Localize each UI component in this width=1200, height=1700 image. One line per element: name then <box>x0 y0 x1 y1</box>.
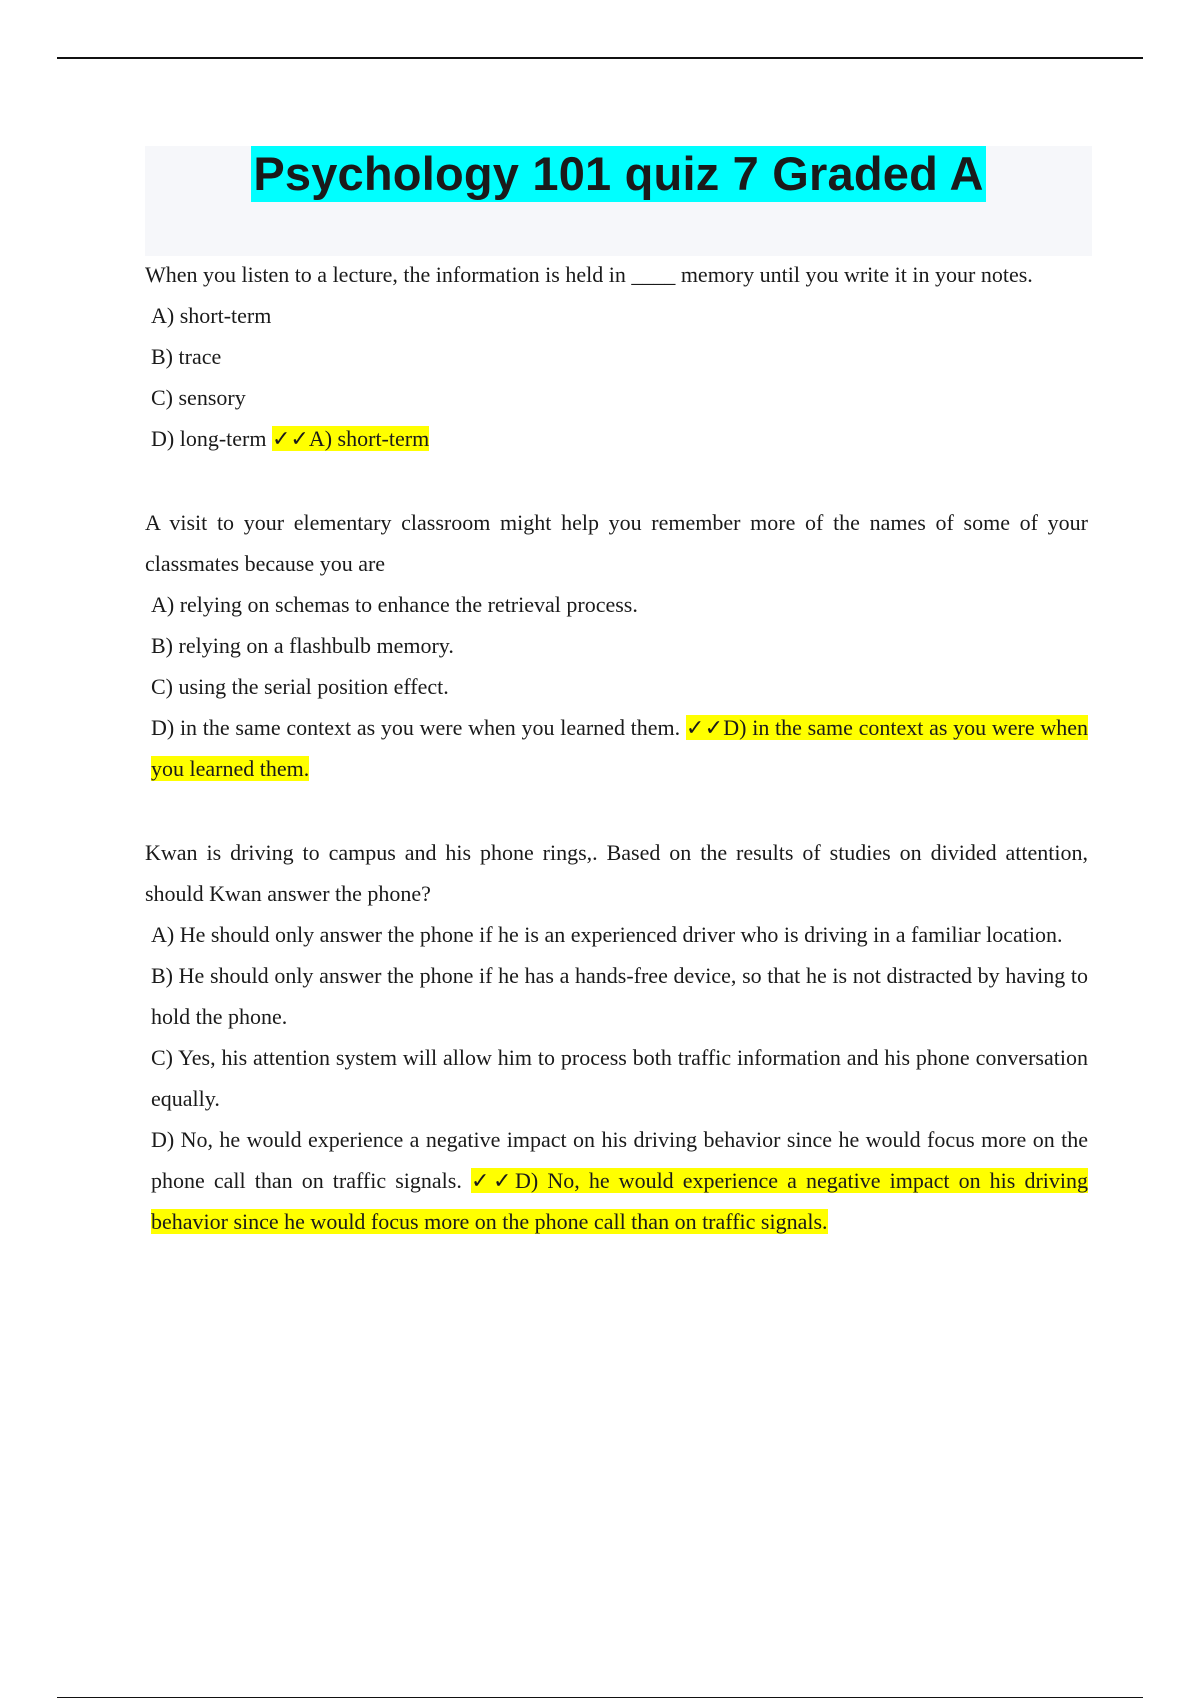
question-1-answer: ✓✓A) short-term <box>271 426 430 451</box>
question-3 <box>145 832 1088 1242</box>
question-3-option-b: B) He should only answer the phone if he has a hands-free device, so that he is not distracted by having to hold the phone. <box>151 963 1088 1029</box>
question-2-option-d-line <box>145 707 1088 789</box>
question-1-option-d: D) long-term <box>151 426 267 451</box>
question-1-option-a: A) short-term <box>151 303 272 328</box>
question-1-text: When you listen to a lecture, the information is held in ____ memory until you write it in your notes. <box>145 262 1033 287</box>
question-2-option-c: C) using the serial position effect. <box>151 674 449 699</box>
question-1 <box>145 254 1088 459</box>
document-title: Psychology 101 quiz 7 Graded A <box>253 147 984 200</box>
question-3-option-c: C) Yes, his attention system will allow him to process both traffic information and his phone conversation equally. <box>151 1045 1088 1111</box>
question-2 <box>145 502 1088 789</box>
question-3-option-d: D) No, he would experience a negative impact on his driving behavior since he would focus more on the phone call than on traffic signals. <box>151 1127 1088 1193</box>
question-3-option-d-line <box>145 1119 1088 1242</box>
title-container <box>145 146 1092 202</box>
question-3-answer: ✓✓D) No, he would experience a negative impact on his driving behavior since he would focus more on the phone call than on traffic signals. <box>151 1168 1089 1234</box>
question-1-option-b: B) trace <box>151 344 222 369</box>
footer-rule <box>57 1697 1143 1698</box>
question-2-text: A visit to your elementary classroom might help you remember more of the names of some of your classmates because you are <box>145 510 1088 576</box>
question-2-option-a: A) relying on schemas to enhance the retrieval process. <box>151 592 638 617</box>
quiz-content <box>145 254 1088 1242</box>
question-3-option-a: A) He should only answer the phone if he is an experienced driver who is driving in a familiar location. <box>151 922 1063 947</box>
header-rule <box>57 57 1143 59</box>
question-1-option-c: C) sensory <box>151 385 246 410</box>
question-2-option-d: D) in the same context as you were when you learned them. <box>151 715 681 740</box>
question-3-text: Kwan is driving to campus and his phone rings,. Based on the results of studies on divided attention, should Kwan answer the phone? <box>145 840 1088 906</box>
question-2-answer: ✓✓D) in the same context as you were when you learned them. <box>151 715 1089 781</box>
question-spacer <box>145 459 1088 502</box>
question-2-option-b: B) relying on a flashbulb memory. <box>151 633 454 658</box>
question-spacer <box>145 789 1088 832</box>
question-1-option-d-line <box>145 418 1088 459</box>
